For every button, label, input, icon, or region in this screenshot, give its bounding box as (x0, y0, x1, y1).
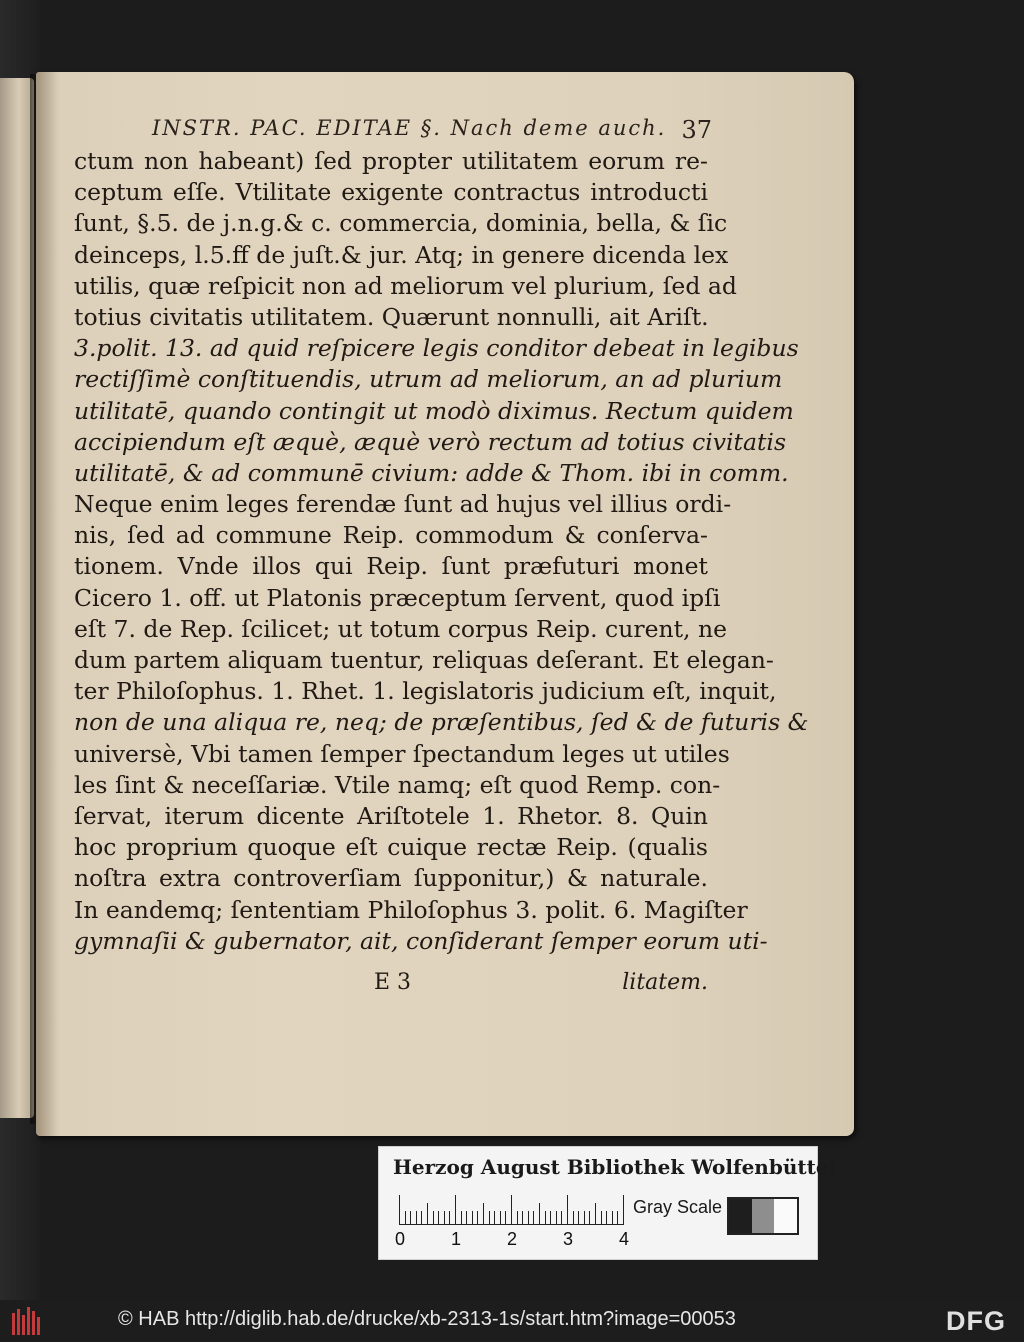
book-spine (22, 1315, 25, 1335)
ruler-tick (455, 1195, 456, 1225)
text-line: utilis, quæ reſpicit non ad meliorum vel plurium, ſed ad (74, 271, 737, 300)
ruler-tick (584, 1211, 585, 1225)
ruler-tick (466, 1211, 467, 1225)
book-spine (32, 1311, 35, 1335)
text-line: ter Philoſophus. 1. Rhet. 1. legislatoris judicium eſt, inquit, (74, 677, 777, 706)
text-line: rectiſſimè conſtituendis, utrum ad meliorum, an ad plurium (74, 365, 783, 394)
ruler-tick (550, 1211, 551, 1225)
ruler-tick (438, 1211, 439, 1225)
text-line: Cicero 1. off. ut Platonis præceptum ſervent, quod ipſi (74, 583, 721, 612)
bottom-bar (0, 1300, 1024, 1342)
ruler-tick (427, 1203, 428, 1225)
page-number: 37 (681, 116, 712, 144)
text-line: In eandemq; ſententiam Philoſophus 3. polit. 6. Magiſter (74, 895, 748, 924)
signature-mark: E 3 (374, 970, 412, 995)
text-line: utilitatē, & ad communē civium: adde & Thom. ibi in comm. (74, 458, 789, 487)
text-line: ctum non habeant) ſed propter utilitatem eorum re- (74, 147, 708, 175)
ruler-tick (601, 1211, 602, 1225)
ruler-tick (444, 1211, 445, 1225)
previous-page-edge (0, 78, 34, 1118)
ruler-tick (421, 1211, 422, 1225)
ruler-tick (533, 1211, 534, 1225)
books-icon (12, 1305, 46, 1335)
text-line: Neque enim leges ferendæ ſunt ad hujus vel illius ordi- (74, 490, 732, 519)
ruler-tick (399, 1195, 400, 1225)
ruler-tick (545, 1211, 546, 1225)
ruler-tick (405, 1211, 406, 1225)
ruler-tick (433, 1211, 434, 1225)
ruler-tick (606, 1211, 607, 1225)
ruler-tick (511, 1195, 512, 1225)
ruler-tick (500, 1211, 501, 1225)
ruler-tick (528, 1211, 529, 1225)
ruler-tick (623, 1195, 624, 1225)
book-spine (12, 1313, 15, 1335)
text-line: ceptum eſſe. Vtilitate exigente contractus introducti (74, 178, 708, 207)
ruler-tick (556, 1211, 557, 1225)
text-line: dum partem aliquam tuentur, reliquas deſerant. Et elegan- (74, 646, 774, 674)
ruler-tick (483, 1203, 484, 1225)
ruler-tick (522, 1211, 523, 1225)
ruler-tick (589, 1211, 590, 1225)
ruler-tick (477, 1211, 478, 1225)
page-footer (74, 970, 708, 1002)
institution-name: Herzog August Bibliothek Wolfenbüttel (393, 1155, 837, 1179)
ruler-tick (472, 1211, 473, 1225)
page-gutter (36, 72, 58, 1136)
scale-ruler (399, 1191, 623, 1225)
text-line: les ſint & neceſſariæ. Vtile namq; eſt quod Remp. con- (74, 770, 721, 799)
ruler-tick (494, 1211, 495, 1225)
ruler-number-4: 4 (619, 1229, 630, 1249)
text-line: gymnaſii & gubernator, ait, conſiderant ſemper eorum uti- (74, 926, 768, 955)
text-line: 3.polit. 13. ad quid reſpicere legis conditor debeat in legibus (74, 334, 799, 363)
running-head (152, 116, 712, 148)
color-card (378, 1146, 837, 1260)
ruler-tick (561, 1211, 562, 1225)
ruler-tick (410, 1211, 411, 1225)
ruler-tick (416, 1211, 417, 1225)
text-line: utilitatē, quando contingit ut modò diximus. Rectum quidem (74, 396, 794, 425)
text-line: ſervat, iterum dicente Ariſtotele 1. Rhetor. 8. Quin (74, 801, 708, 830)
ruler-tick (612, 1211, 613, 1225)
book-spine (37, 1317, 40, 1335)
book-spine (17, 1309, 20, 1335)
running-head-title: INSTR. PAC. EDITAE §. Nach deme auch. (152, 116, 667, 140)
ruler-tick (595, 1203, 596, 1225)
ruler-tick (539, 1203, 540, 1225)
ruler-tick (517, 1211, 518, 1225)
ruler-number-0: 0 (395, 1229, 406, 1249)
ruler-number-2: 2 (507, 1229, 518, 1249)
text-line: non de una aliqua re, neq; de præſentibus, ſed & de futuris & (74, 708, 809, 737)
text-line: nis, ſed ad commune Reip. commodum & conſerva- (74, 521, 708, 550)
ruler-number-3: 3 (563, 1229, 574, 1249)
text-line: accipiendum eſt æquè, æquè verò rectum ad totius civitatis (74, 427, 787, 456)
text-line: universè, Vbi tamen ſemper ſpectandum leges ut utiles (74, 739, 730, 768)
credit-link[interactable]: © HAB http://diglib.hab.de/drucke/xb-2313-1s/start.htm?image=00053 (118, 1308, 736, 1330)
ruler-tick (489, 1211, 490, 1225)
text-line: totius civitatis utilitatem. Quærunt nonnulli, ait Ariſt. (74, 302, 709, 331)
swatch-light (774, 1199, 797, 1233)
ruler-number-1: 1 (451, 1229, 462, 1249)
swatch-mid (752, 1199, 775, 1233)
text-line: ſunt, §.5. de j.n.g.& c. commercia, dominia, bella, & ſic (74, 209, 728, 238)
body-text (74, 146, 809, 957)
ruler-tick (567, 1195, 568, 1225)
text-line: eſt 7. de Rep. ſcilicet; ut totum corpus Reip. curent, ne (74, 614, 728, 643)
ruler-tick (578, 1211, 579, 1225)
catchword: litatem. (622, 970, 708, 995)
ruler-tick (449, 1211, 450, 1225)
grayscale-label: Gray Scale (633, 1197, 723, 1217)
dfg-logo: DFG (946, 1306, 1006, 1336)
ruler-tick (505, 1211, 506, 1225)
ruler-tick (573, 1211, 574, 1225)
ruler-tick (617, 1211, 618, 1225)
swatch-dark (729, 1199, 752, 1233)
text-line: deinceps, l.5.ff de juſt.& jur. Atq; in genere dicenda lex (74, 240, 729, 269)
book-page (36, 72, 854, 1136)
grayscale-swatches (727, 1197, 799, 1235)
text-line: tionem. Vnde illos qui Reip. ſunt præfuturi monet (74, 552, 708, 581)
text-line: hoc proprium quoque eſt cuique rectæ Reip. (qualis (74, 833, 708, 862)
book-spine (27, 1307, 30, 1335)
ruler-tick (461, 1211, 462, 1225)
text-line: noſtra extra controverſiam ſupponitur,) & naturale. (74, 864, 708, 893)
